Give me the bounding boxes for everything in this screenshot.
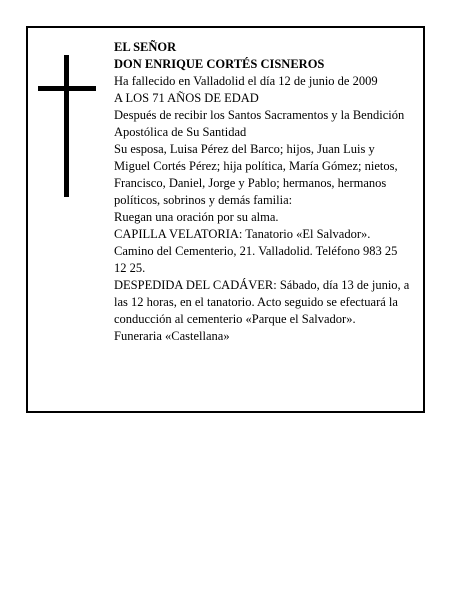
farewell-line: DESPEDIDA DEL CADÁVER: Sábado, día 13 de junio, a las 12 horas, en el tanatorio. Acto seguido se efectuará la conducción al cementerio «Parque el Salvador». — [114, 278, 410, 326]
funeral-home-line: Funeraria «Castellana» — [114, 329, 230, 343]
deceased-name: DON ENRIQUE CORTÉS CISNEROS — [114, 57, 325, 71]
prayer-line: Ruegan una oración por su alma. — [114, 210, 279, 224]
death-line: Ha fallecido en Valladolid el día 12 de junio de 2009 — [114, 74, 378, 88]
obituary-text — [114, 39, 410, 345]
chapel-line: CAPILLA VELATORIA: Tanatorio «El Salvador». Camino del Cementerio, 21. Valladolid. Teléfono 983 25 12 25. — [114, 227, 398, 275]
family-line: Su esposa, Luisa Pérez del Barco; hijos, Juan Luis y Miguel Cortés Pérez; hija política, María Gómez; nietos, Francisco, Daniel, Jorge y Pablo; hermanos, hermanos políticos, sobrinos y demás familia: — [114, 142, 398, 207]
notice-title: EL SEÑOR — [114, 40, 177, 54]
cross-horizontal-bar — [38, 86, 96, 91]
sacraments-line: Después de recibir los Santos Sacramentos y la Bendición Apostólica de Su Santidad — [114, 108, 405, 139]
age-line: A LOS 71 AÑOS DE EDAD — [114, 91, 259, 105]
cross-icon — [38, 55, 96, 197]
cross-vertical-bar — [64, 55, 69, 197]
